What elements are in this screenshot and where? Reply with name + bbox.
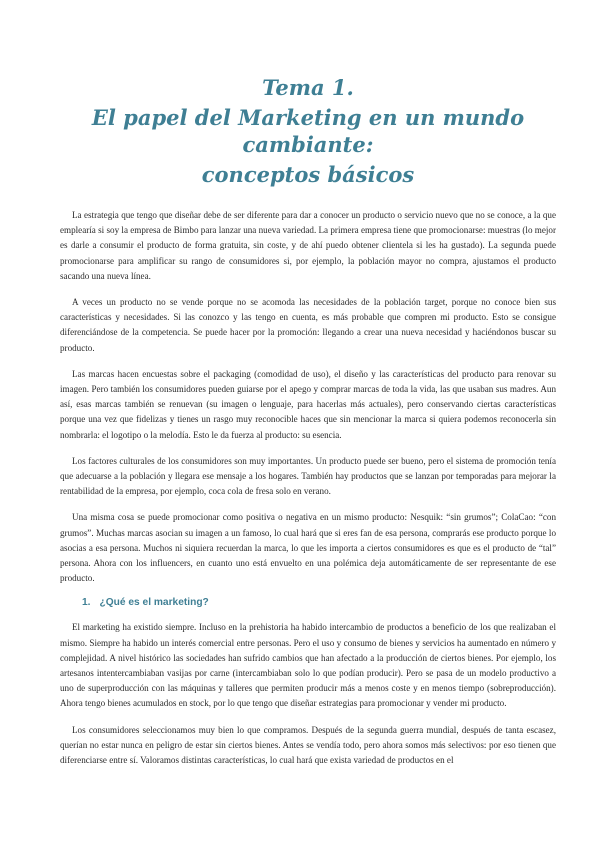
paragraph: La estrategia que tengo que diseñar debe de ser diferente para dar a conocer un producto o servicio nuevo que no se conoce, a la que emplearía si soy la empresa de Bimbo para lanzar una nueva variedad. La primera empresa tiene que promocionarse: muestras (lo mejor es darle a consumir el producto de forma gratuita, sin coste, y de ahí puedo obtener clientela si les ha gustado). La segunda puede promocionarse para amplificar su rango de consumidores si, por ejemplo, la población mayor no compra, ajustamos el producto sacando una nueva línea.	[60, 210, 556, 281]
paragraph: A veces un producto no se vende porque no se acomoda las necesidades de la población target, porque no conoce bien sus características y necesidades. Si las conozco y las tengo en cuenta, es más probable que compren mi producto. Esto se consigue diferenciándose de la competencia. Se puede hacer por la promoción: llegando a crear una nueva necesidad y haciéndonos buscar su producto.	[60, 297, 556, 353]
title-line-2: El papel del Marketing en un mundo cambiante:	[91, 105, 525, 157]
title-line-3: conceptos básicos	[201, 162, 415, 187]
section-heading-text: ¿Qué es el marketing?	[99, 597, 209, 609]
section-number: 1.	[82, 597, 91, 609]
paragraph: El marketing ha existido siempre. Incluso en la prehistoria ha habido intercambio de productos a beneficio de los que realizaban el mismo. Siempre ha habido un interés comercial entre personas. Pero el uso y consumo de bienes y servicios ha aumentado en número y complejidad. A nivel histórico las sociedades han sufrido cambios que han afectado a la producción de ciertos bienes. Por ejemplo, los artesanos intentercambiaban vasijas por carne (intercambiaban solo lo que podían producir). Pero se pasa de un modelo productivo a uno de superproducción con las máquinas y talleres que permiten producir más a menos coste y en menos tiempo (sobreproducción). Ahora tengo bienes acumulados en stock, por lo que tengo que diseñar estrategias para promocionar y vender mi producto.	[60, 622, 556, 709]
section-heading	[82, 597, 556, 608]
title-line-1: Tema 1.	[262, 75, 354, 100]
document-body	[60, 208, 556, 768]
paragraph: Los consumidores seleccionamos muy bien lo que compramos. Después de la segunda guerra mundial, después de tanta escasez, querían no estar nunca en peligro de estar sin ciertos bienes. Antes se vendía todo, pero ahora somos más selectivos: por eso tienen que diferenciarse entre sí. Valoramos distintas características, lo cual hará que exista variedad de productos en el	[60, 724, 556, 766]
paragraph: Las marcas hacen encuestas sobre el packaging (comodidad de uso), el diseño y las características del producto para renovar su imagen. Pero también los consumidores pueden guiarse por el apego y comprar marcas de toda la vida, las que usaban sus madres. Aun así, esas marcas también se renuevan (su imagen o lenguaje, para hacerlas más actuales), pero conservando ciertas características porque una vez que fidelizas y tienes un rasgo muy reconocible haces que sin mencionar la marca si quiera podemos reconocerla sin nombrarla: el logotipo o la melodía. Esto le da fuerza al producto: su esencia.	[60, 368, 556, 440]
document-title	[60, 74, 556, 188]
paragraph: Una misma cosa se puede promocionar como positiva o negativa en un mismo producto: Nesquik: “sin grumos”; ColaCao: “con grumos”. Muchas marcas asocian su imagen a un famoso, lo cual hará que si eres fan de esa persona, comprarás ese producto porque lo asocias a esa persona. Muchos ni siquiera recuerdan la marca, lo que les importa a ciertos consumidores es que es el producto de “tal” persona. Ahora con los influencers, en cuanto uno está envuelto en una polémica deja automáticamente de ser representante de ese producto.	[60, 512, 556, 584]
paragraph: Los factores culturales de los consumidores son muy importantes. Un producto puede ser bueno, pero el sistema de promoción tenía que adecuarse a la población y llegara ese mensaje a los hogares. También hay productos que se lanzan por temporadas para mejorar la rentabilidad de la empresa, por ejemplo, coca cola de fresa solo en verano.	[60, 455, 556, 497]
